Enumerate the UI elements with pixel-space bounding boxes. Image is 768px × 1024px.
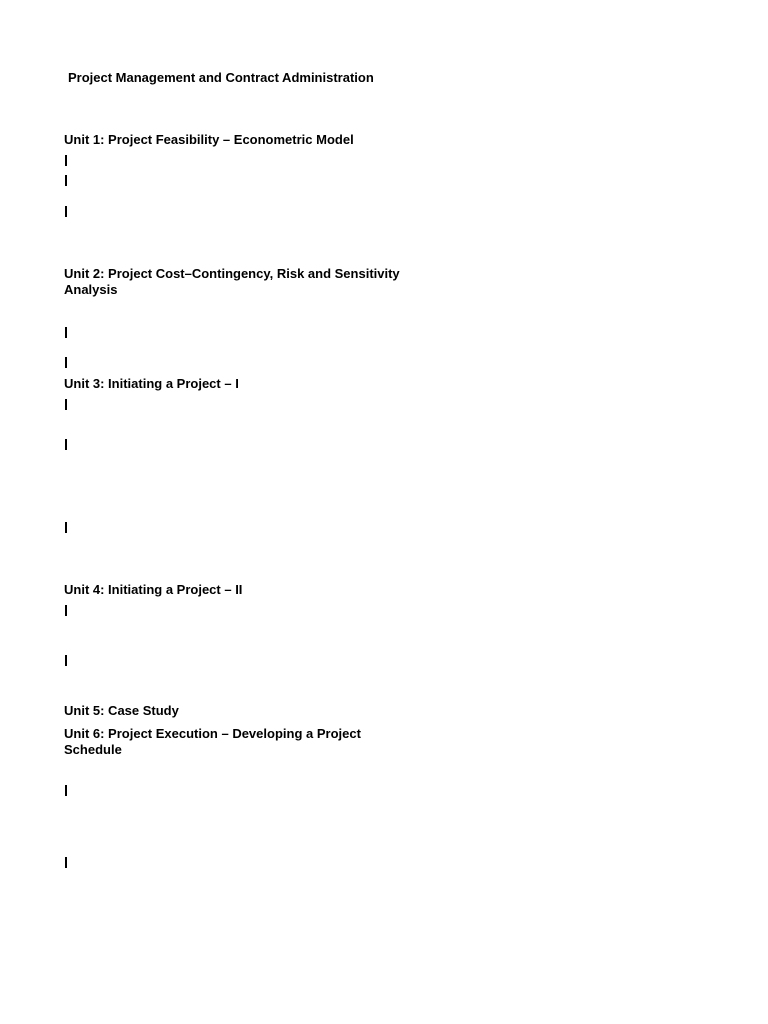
unit-5-heading: Unit 5: Case Study <box>64 703 179 718</box>
document-title: Project Management and Contract Administration <box>68 70 374 85</box>
list-marker <box>65 327 67 338</box>
list-marker <box>65 357 67 368</box>
unit-3-heading: Unit 3: Initiating a Project – I <box>64 376 239 391</box>
list-marker <box>65 439 67 450</box>
list-marker <box>65 399 67 410</box>
unit-4-heading: Unit 4: Initiating a Project – II <box>64 582 243 597</box>
unit-1-heading: Unit 1: Project Feasibility – Econometric Model <box>64 132 354 147</box>
unit-6-heading: Unit 6: Project Execution – Developing a Project Schedule <box>64 726 361 757</box>
unit-2-heading: Unit 2: Project Cost–Contingency, Risk and Sensitivity Analysis <box>64 266 400 297</box>
list-marker <box>65 655 67 666</box>
list-marker <box>65 522 67 533</box>
list-marker <box>65 605 67 616</box>
list-marker <box>65 206 67 217</box>
list-marker <box>65 785 67 796</box>
list-marker <box>65 857 67 868</box>
list-marker <box>65 175 67 186</box>
list-marker <box>65 155 67 166</box>
